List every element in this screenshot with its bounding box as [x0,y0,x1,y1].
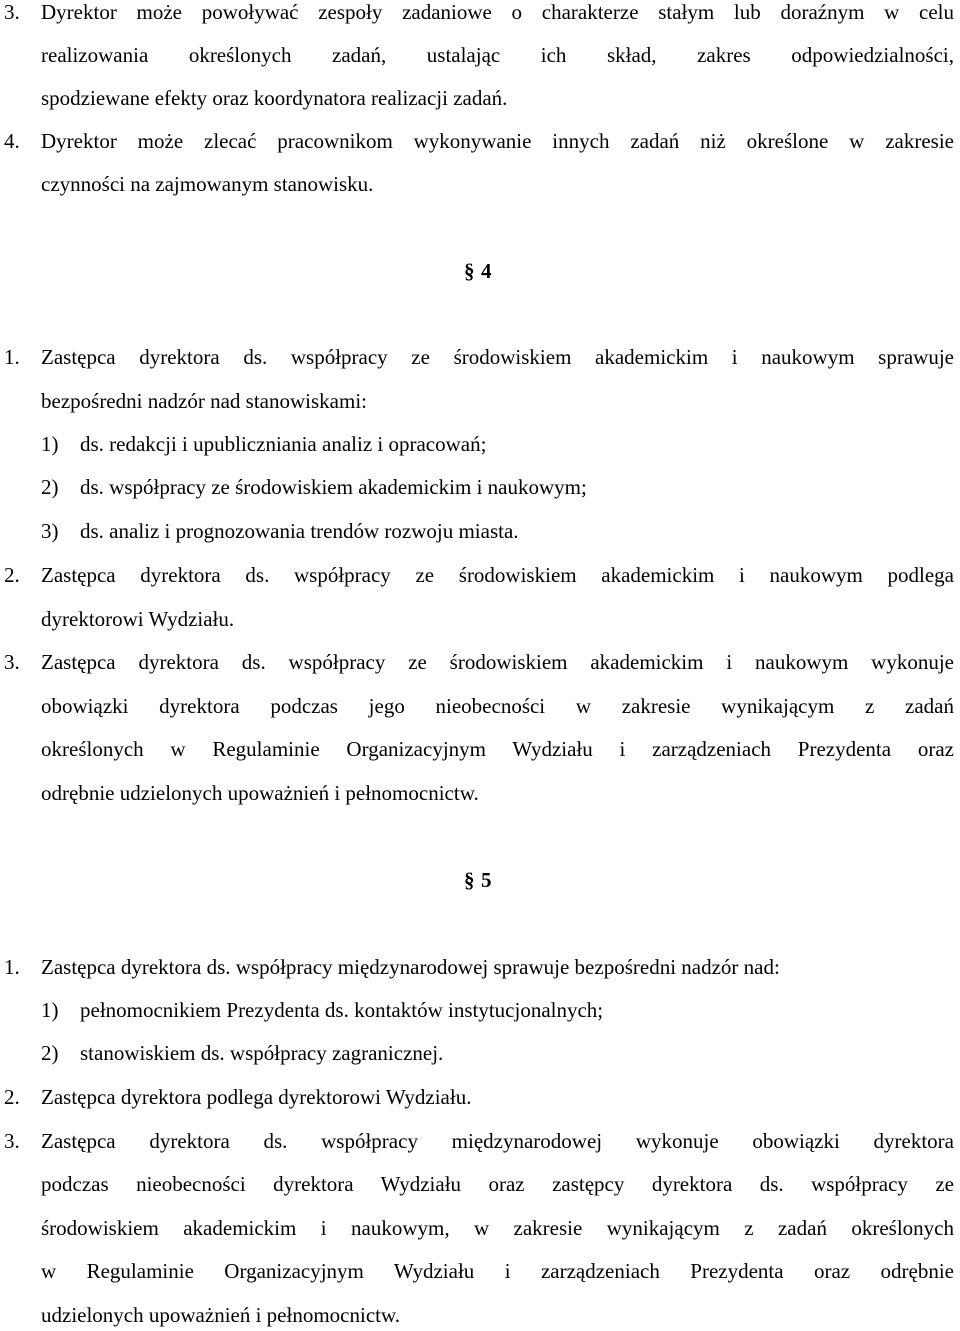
paragraph-text: spodziewane efekty oraz koordynatora realizacji zadań. [41,86,508,110]
paragraph-number: 2. [4,563,20,587]
paragraph-number: 3. [4,1129,20,1153]
section-symbol: § [464,259,475,283]
paragraph-number: 3. [4,0,20,24]
paragraph-text: realizowania określonych zadań, ustalając ich skład, zakres odpowiedzialności, [41,43,954,67]
paragraph-text: Zastępca dyrektora ds. współpracy ze środowiskiem akademickim i naukowym podlega [41,563,954,587]
paragraph-text: Zastępca dyrektora ds. współpracy międzynarodowej wykonuje obowiązki dyrektora [41,1129,954,1153]
paragraph-text: środowiskiem akademickim i naukowym, w zakresie wynikającym z zadań określonych [41,1216,954,1240]
section-symbol: § [464,868,475,892]
paragraph-text: Dyrektor może powoływać zespoły zadaniowe o charakterze stałym lub doraźnym w celu [41,0,954,24]
list-item-text: ds. redakcji i upubliczniania analiz i opracowań; [80,432,487,456]
list-marker: 2) [41,475,59,499]
paragraph-text: Zastępca dyrektora ds. współpracy międzynarodowej sprawuje bezpośredni nadzór nad: [41,955,780,979]
list-item-text: stanowiskiem ds. współpracy zagranicznej. [80,1041,444,1065]
paragraph-number: 1. [4,345,20,369]
paragraph-number: 4. [4,129,20,153]
paragraph-text: określonych w Regulaminie Organizacyjnym Wydziału i zarządzeniach Prezydenta oraz [41,737,954,761]
list-marker: 3) [41,519,59,543]
section-number: 5 [481,868,492,892]
list-item-text: ds. analiz i prognozowania trendów rozwoju miasta. [80,519,519,543]
paragraph-number: 2. [4,1085,20,1109]
paragraph-text: udzielonych upoważnień i pełnomocnictw. [41,1303,401,1327]
list-item-text: ds. współpracy ze środowiskiem akademickim i naukowym; [80,475,587,499]
paragraph-text: czynności na zajmowanym stanowisku. [41,172,374,196]
list-marker: 1) [41,432,59,456]
paragraph-text: obowiązki dyrektora podczas jego nieobecności w zakresie wynikającym z zadań [41,694,954,718]
list-item-text: pełnomocnikiem Prezydenta ds. kontaktów instytucjonalnych; [80,998,604,1022]
paragraph-number: 1. [4,955,20,979]
list-marker: 2) [41,1041,59,1065]
paragraph-text: dyrektorowi Wydziału. [41,607,235,631]
paragraph-text: odrębnie udzielonych upoważnień i pełnomocnictw. [41,781,479,805]
section-number: 4 [481,259,492,283]
paragraph-text: Dyrektor może zlecać pracownikom wykonywanie innych zadań niż określone w zakresie [41,129,954,153]
paragraph-text: bezpośredni nadzór nad stanowiskami: [41,389,367,413]
paragraph-text: Zastępca dyrektora podlega dyrektorowi Wydziału. [41,1085,472,1109]
paragraph-text: Zastępca dyrektora ds. współpracy ze środowiskiem akademickim i naukowym wykonuje [41,650,954,674]
paragraph-text: w Regulaminie Organizacyjnym Wydziału i zarządzeniach Prezydenta oraz odrębnie [41,1259,954,1283]
list-marker: 1) [41,998,59,1022]
paragraph-text: podczas nieobecności dyrektora Wydziału oraz zastępcy dyrektora ds. współpracy ze [41,1172,954,1196]
paragraph-text: Zastępca dyrektora ds. współpracy ze środowiskiem akademickim i naukowym sprawuje [41,345,954,369]
paragraph-number: 3. [4,650,20,674]
